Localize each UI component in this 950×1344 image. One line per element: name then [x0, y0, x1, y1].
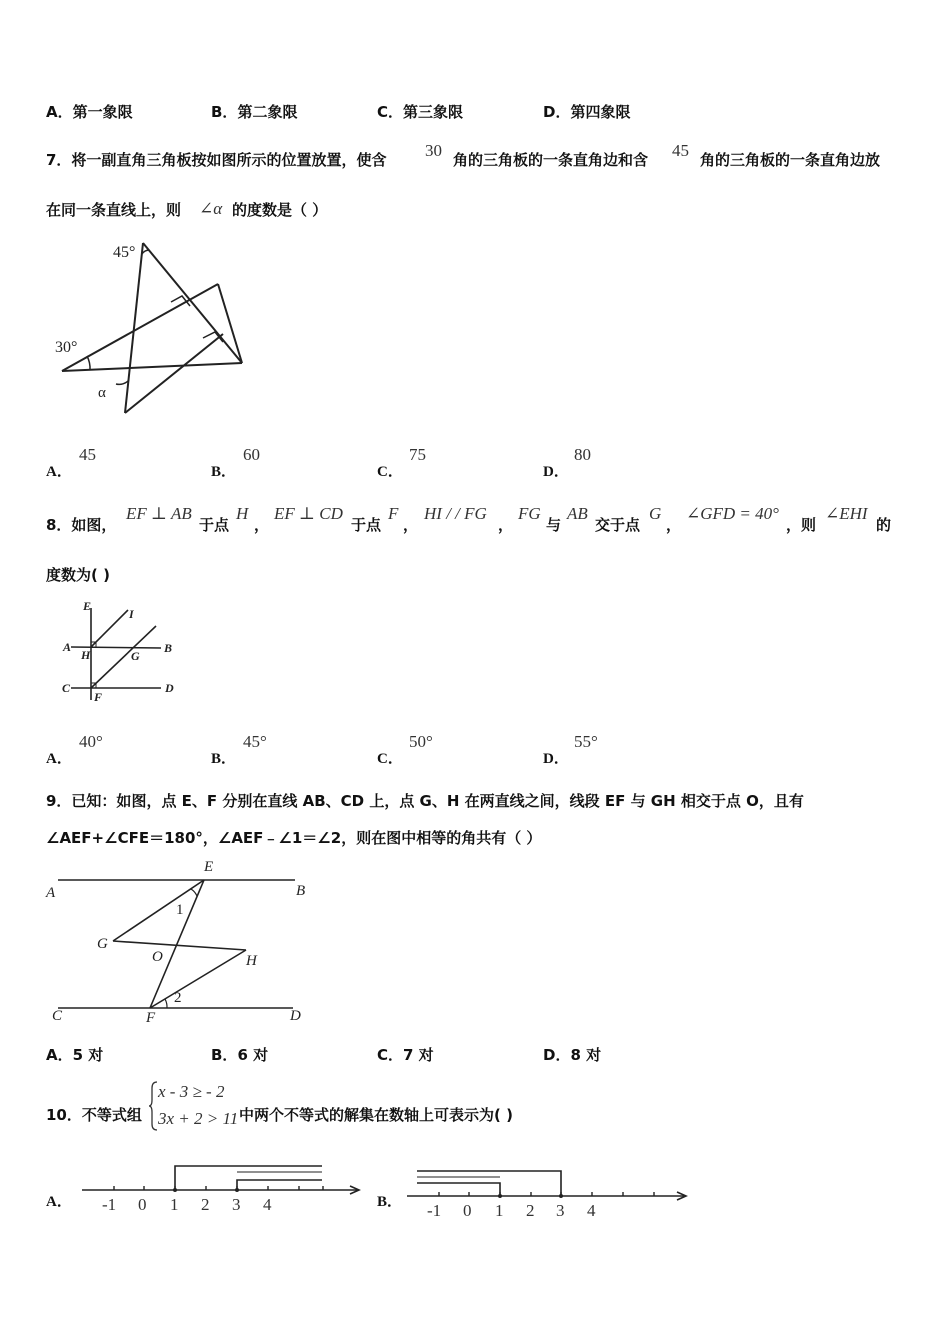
q8-option-d-label[interactable]: D．: [543, 751, 569, 767]
q8-math-angle-ehi: ∠EHI: [825, 504, 868, 523]
q10-number-line-a: [78, 1158, 368, 1218]
q8-option-a-label[interactable]: A．: [46, 751, 72, 767]
q10a-tick: 1: [170, 1195, 179, 1214]
q10a-tick: 2: [201, 1195, 210, 1214]
q7-line-45-hyp: [125, 334, 223, 413]
q9-option-c[interactable]: [377, 1048, 434, 1063]
q7-angle-alpha: ∠α: [199, 199, 223, 218]
q8-text: 的: [876, 516, 892, 534]
q8-comma: ，: [403, 516, 419, 534]
q10-option-b-label[interactable]: B．: [377, 1194, 403, 1210]
option-label: D．: [543, 103, 571, 121]
q10-option-a-label[interactable]: A．: [46, 1194, 72, 1210]
q8-text: 交于点: [595, 516, 641, 534]
q8-option-d-value: 55°: [574, 732, 598, 751]
q8-point-a: A: [63, 640, 72, 654]
q8-option-c-label[interactable]: C．: [377, 751, 403, 767]
q7-label-45: 45°: [113, 244, 136, 261]
option-text: 第三象限: [403, 103, 464, 121]
q8-point-h: H: [81, 648, 91, 662]
q9-point-o: O: [152, 949, 163, 965]
q7-option-c-value: 75: [409, 445, 426, 464]
q8-stem-line2: 度数为( ): [46, 566, 110, 584]
q9-stem-line2: ∠AEF+∠CFE＝180°，∠AEF﹣∠1＝∠2，则在图中相等的角共有（ ）: [46, 829, 542, 847]
q7-option-b-label[interactable]: B．: [211, 464, 237, 480]
q10a-solution-bracket-2: [237, 1180, 322, 1190]
q10b-solution-bracket-2: [417, 1183, 500, 1196]
q7-line-45-side: [143, 243, 242, 363]
q7-stem-line2a: 在同一条直线上，则: [46, 201, 182, 219]
q10b-tick: 1: [495, 1201, 504, 1220]
q7-value-45: 45: [672, 141, 689, 160]
q8-point-d: D: [165, 681, 174, 695]
q8-comma: ，: [666, 516, 682, 534]
q8-prefix: 8．如图，: [46, 516, 117, 534]
q10b-tick: 0: [463, 1201, 472, 1220]
q7-figure: [45, 230, 265, 420]
q10-prefix: 10．不等式组: [46, 1106, 142, 1124]
q8-text: 与: [546, 516, 562, 534]
q10a-tick: -1: [102, 1195, 117, 1214]
q9-point-c: C: [52, 1008, 63, 1024]
q8-point-e: E: [83, 599, 92, 613]
q9-point-a: A: [46, 885, 56, 901]
q7-option-a-label[interactable]: A．: [46, 464, 72, 480]
q8-point-i: I: [129, 607, 134, 621]
q10-brace: [148, 1080, 158, 1132]
q7-option-d-value: 80: [574, 445, 591, 464]
q8-text: ，则: [786, 516, 817, 534]
q10a-tick: 0: [138, 1195, 147, 1214]
q6-option-d[interactable]: [543, 105, 630, 120]
q7-stem-part2: 角的三角板的一条直角边和含: [453, 151, 649, 169]
q6-option-c[interactable]: [377, 105, 463, 120]
q10b-tick: 4: [587, 1201, 596, 1220]
option-label: B．: [211, 1046, 238, 1064]
q8-option-b-label[interactable]: B．: [211, 751, 237, 767]
q8-math-ef-perp-cd: EF ⊥ CD: [274, 504, 343, 523]
option-text: 8 对: [570, 1046, 602, 1064]
q10-suffix: 中两个不等式的解集在数轴上可表示为( ): [239, 1106, 513, 1124]
q7-stem-part3: 角的三角板的一条直角边放: [700, 151, 881, 169]
q8-point-g: G: [131, 649, 140, 663]
q8-math-g: G: [649, 504, 662, 523]
q7-option-c-label[interactable]: C．: [377, 464, 403, 480]
q7-label-30: 30°: [55, 339, 78, 356]
option-text: 第一象限: [72, 103, 133, 121]
q9-point-g: G: [97, 936, 108, 952]
q9-option-d[interactable]: [543, 1048, 601, 1063]
q10b-tick: 3: [556, 1201, 565, 1220]
option-text: 7 对: [403, 1046, 434, 1064]
q9-figure: [40, 855, 310, 1025]
q8-figure: [55, 598, 185, 713]
q8-point-b: B: [164, 641, 173, 655]
option-text: 第二象限: [237, 103, 298, 121]
q7-option-d-label[interactable]: D．: [543, 464, 569, 480]
q10a-tick: 4: [263, 1195, 272, 1214]
q8-comma: ，: [498, 516, 514, 534]
q7-value-30: 30: [425, 141, 442, 160]
q9-segment-gh: [113, 941, 246, 950]
q9-point-d: D: [290, 1008, 301, 1024]
option-label: A．: [46, 1046, 73, 1064]
q7-option-b-value: 60: [243, 445, 260, 464]
q8-point-f: F: [94, 690, 103, 704]
q10b-tick: 2: [526, 1201, 535, 1220]
q8-text: 于点: [199, 516, 230, 534]
option-text: 5 对: [72, 1046, 104, 1064]
q6-option-b[interactable]: [211, 105, 297, 120]
q9-option-b[interactable]: [211, 1048, 268, 1063]
q8-point-c: C: [62, 681, 71, 695]
q7-stem-line2b: 的度数是（ ）: [232, 201, 328, 219]
q10b-tick: -1: [427, 1201, 442, 1220]
q7-stem-part1: 7．将一副直角三角板按如图所示的位置放置，使含: [46, 151, 387, 169]
q9-point-h: H: [246, 953, 257, 969]
q9-stem-line1: 9．已知：如图，点 E、F 分别在直线 AB、CD 上，点 G、H 在两直线之间，线段 EF 与 GH 相交于点 O，且有: [46, 792, 804, 810]
q9-point-f: F: [146, 1010, 156, 1025]
q8-math-fg: FG: [518, 504, 541, 523]
option-text: 第四象限: [570, 103, 631, 121]
q10a-solution-bracket-1: [175, 1166, 322, 1190]
q8-comma: ，: [254, 516, 270, 534]
q9-angle-2: 2: [174, 990, 182, 1006]
option-label: C．: [377, 1046, 404, 1064]
q8-option-b-value: 45°: [243, 732, 267, 751]
q9-point-e: E: [204, 859, 214, 875]
q8-math-hi-parallel-fg: HI / / FG: [424, 504, 487, 523]
q8-option-c-value: 50°: [409, 732, 433, 751]
q8-math-ef-perp-ab: EF ⊥ AB: [126, 504, 192, 523]
q7-label-alpha: α: [98, 385, 106, 401]
q8-math-ab: AB: [567, 504, 588, 523]
option-label: B．: [211, 103, 238, 121]
option-label: D．: [543, 1046, 571, 1064]
option-label: C．: [377, 103, 404, 121]
q7-option-a-value: 45: [79, 445, 96, 464]
q8-option-a-value: 40°: [79, 732, 103, 751]
option-text: 6 对: [237, 1046, 269, 1064]
q10-inequality-1: x - 3 ≥ - 2: [158, 1082, 225, 1101]
q10-inequality-2: 3x + 2 > 11: [158, 1109, 239, 1128]
q9-segment-hf: [150, 950, 246, 1008]
q6-option-a[interactable]: [46, 105, 133, 120]
q8-math-f: F: [388, 504, 399, 523]
q8-math-angle-gfd: ∠GFD = 40°: [686, 504, 779, 523]
option-label: A．: [46, 103, 73, 121]
q8-line-fg: [91, 626, 156, 688]
q10-number-line-b: [405, 1158, 695, 1220]
q9-point-b: B: [296, 883, 306, 899]
q8-line-hi: [91, 610, 128, 647]
q8-math-h: H: [236, 504, 249, 523]
q10a-tick: 3: [232, 1195, 241, 1214]
q8-text: 于点: [351, 516, 382, 534]
q9-angle-1: 1: [176, 902, 184, 918]
q9-option-a[interactable]: [46, 1048, 103, 1063]
